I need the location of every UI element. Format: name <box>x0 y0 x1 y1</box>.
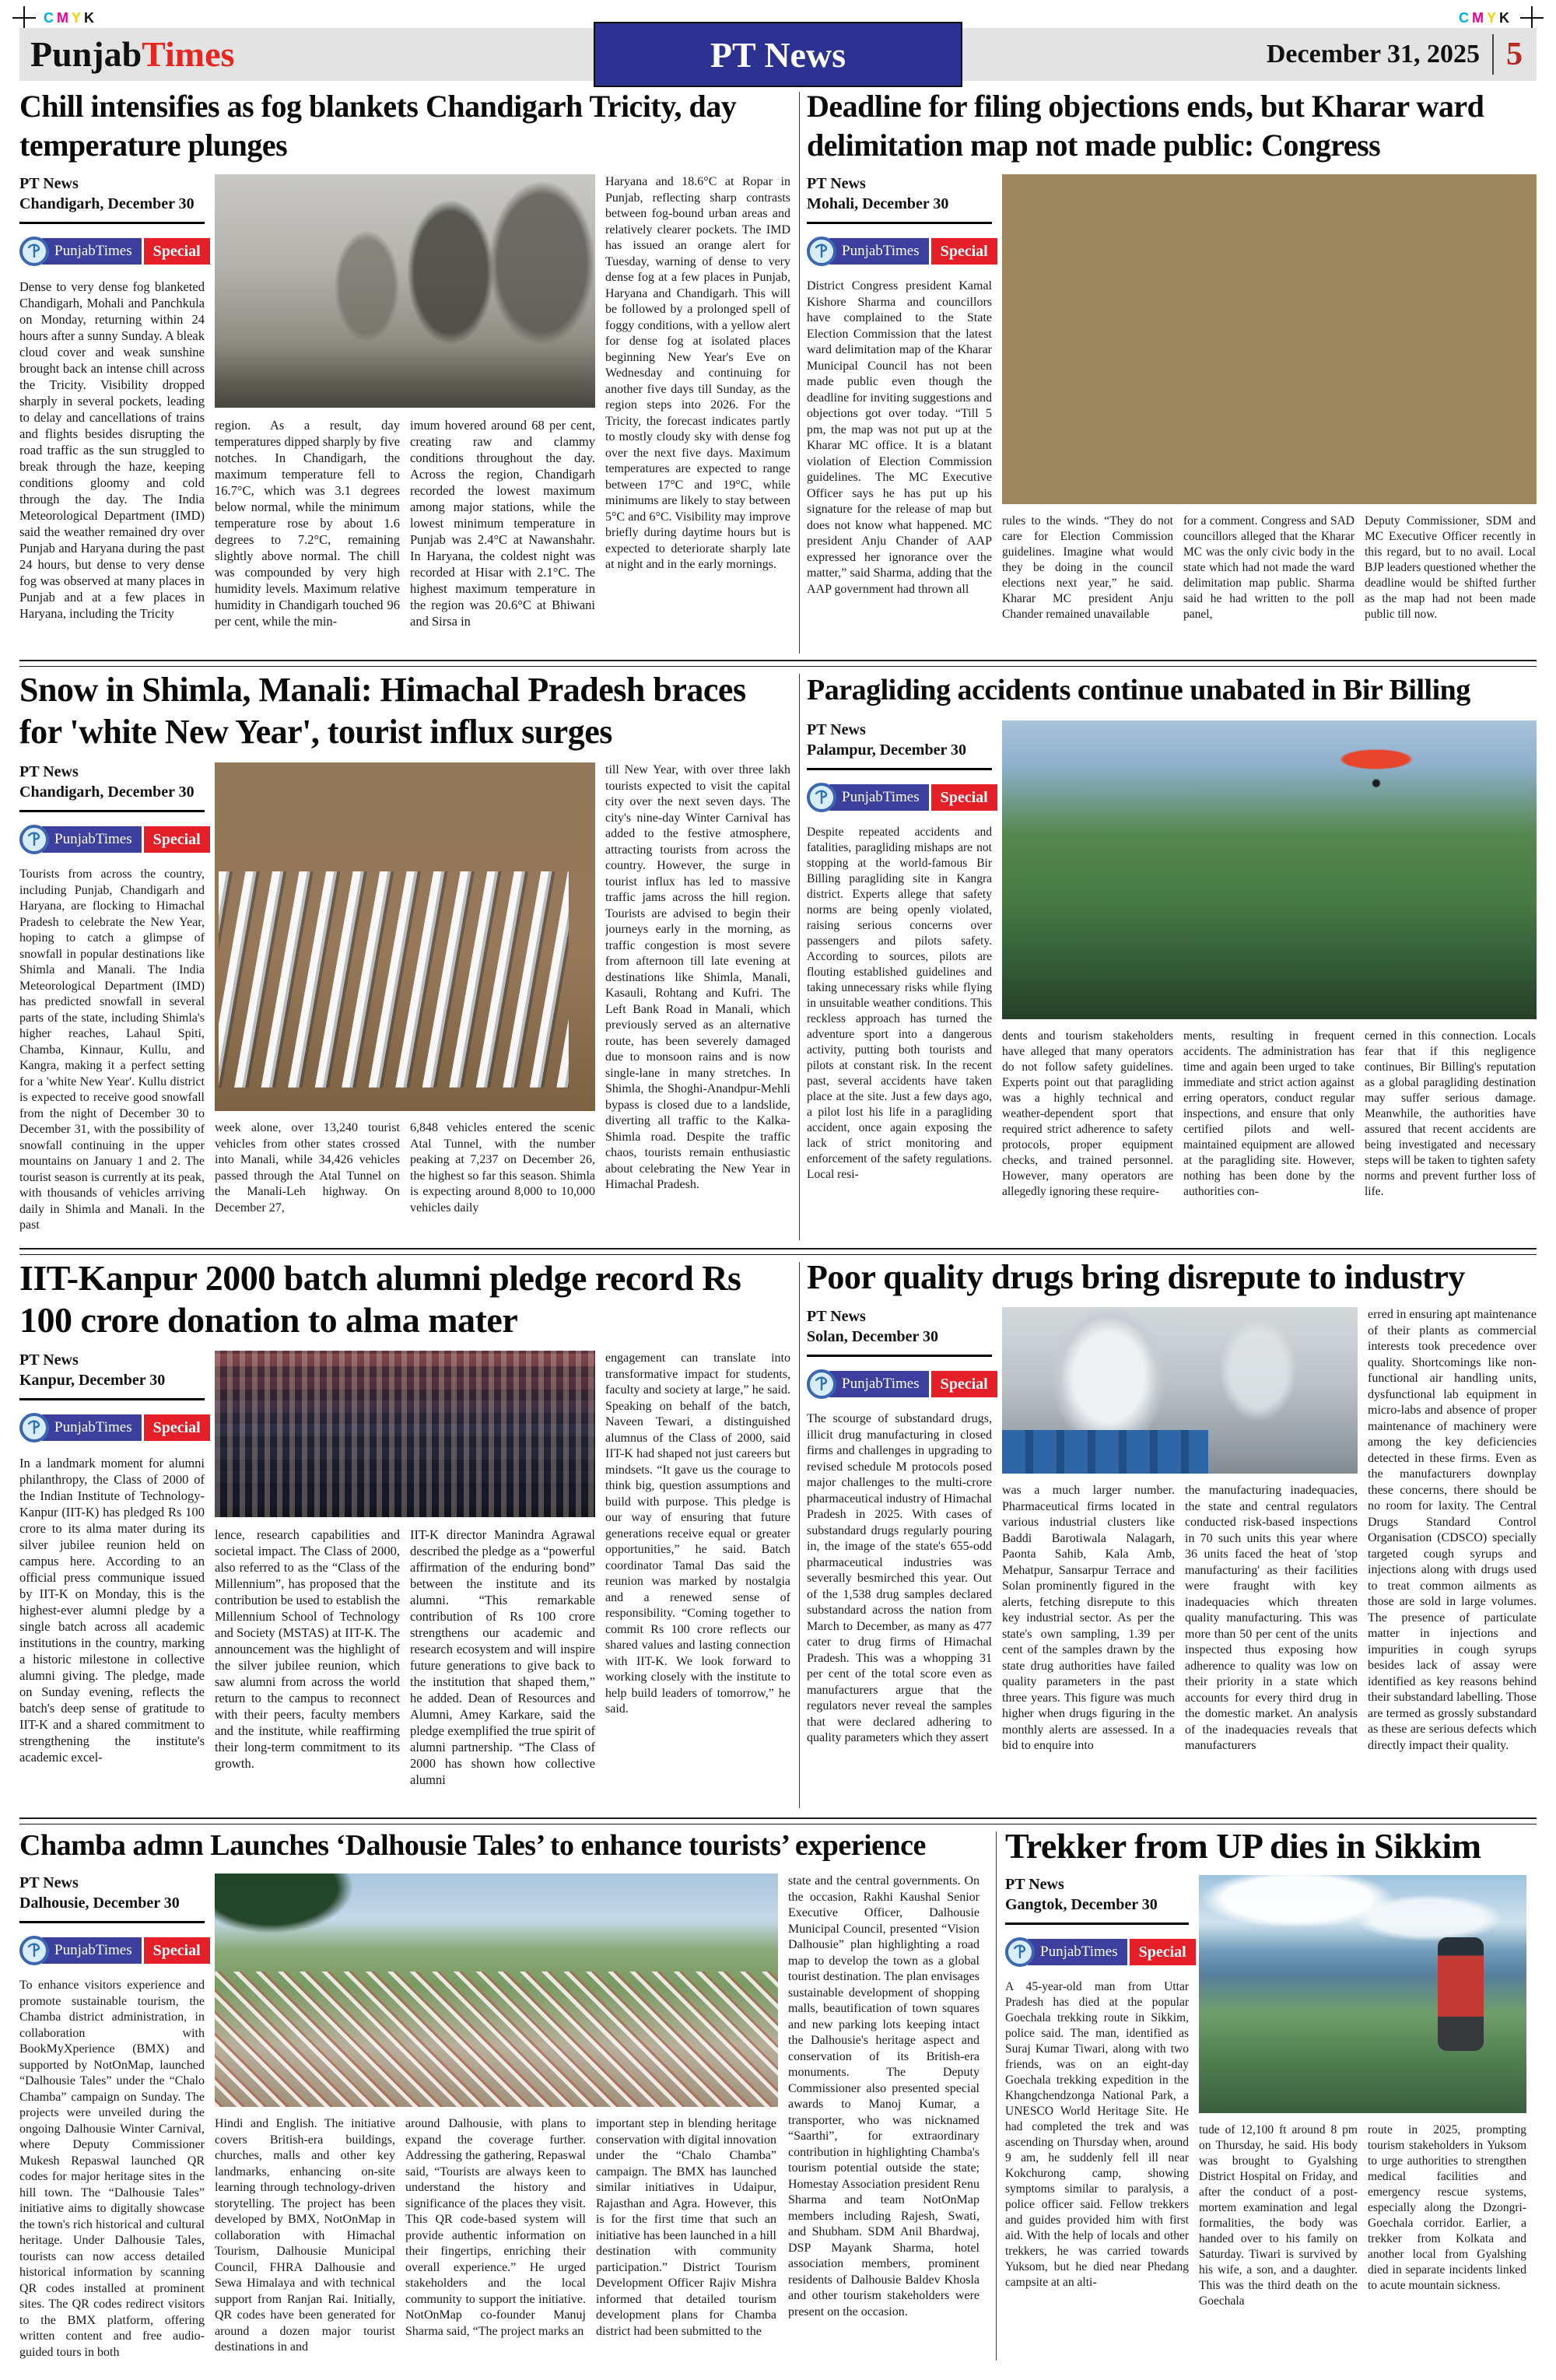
punjabtimes-special-badge <box>19 237 205 266</box>
article-column: To enhance visitors experience and promote sustainable tourism, the Chamba district administration, in collaboration with BookMyXperience (BMX) and supported by NotOnMap, launched “Dalhousie Tales” under the “Chalo Chamba” campaign on Sunday. The projects were unveiled during the ongoing Dalhousie Winter Carnival, where Deputy Commissioner Mukesh Repaswal launched QR codes for major heritage sites in the hill town. The “Dalhousie Tales” initiative aims to digitally showcase the town's rich historical and cultural heritage. Under Dalhousie Tales, tourists can now access detailed historical information by scanning QR codes installed at prominent sites. The QR codes redirect visitors to the BMX platform, offering written content and free audio-guided tours in both <box>19 1979 205 2359</box>
section-title: PT News <box>710 34 846 75</box>
article-column: week alone, over 13,240 tourist vehicles from other states crossed into Manali, while 34,426 vehicles passed through the Atal Tunnel on the Manali-Leh highway. On December 27, <box>215 1121 400 1215</box>
section-separator <box>19 1817 1537 1824</box>
article-column: state and the central governments. On the occasion, Rakhi Kaushal Senior Executive Officer, Dalhousie Municipal Council, presented “Vision Dalhousie” plan highlighting a road map to develop the town as a global tourist destination. The plan envisages sustainable development of shopping malls, beautification of town squares and new parking lots keeping intact the Dalhousie's heritage aspect and conservation of its British-era monuments. The Deputy Commissioner also presented special awards to Manoj Kumar, a transporter, who was nicknamed “Saarthi”, for extraordinary contribution in highlighting Chamba's tourism potential outside the state; Homestay Association president Renu Sharma and team NotOnMap members including Rajesh, Swati, and Shubham. SDM Anil Bhardwaj, DSP Mayank Sharma, hotel association members, prominent residents of Dalhousie Baldev Khosla and other tourism stakeholders were present on the occasion. <box>788 1874 980 2319</box>
article-column: erred in ensuring apt maintenance of their plants as commercial interests took precedence over quality. Shortcomings like non-functional air handling units, dysfunctional lab equipment in micro-labs and absence of proper maintenance of machinery were among the key deficiencies detected in these firms. Even as the manufacturers downplay these concerns, there should be no room for laxity. The Central Drugs Standard Control Organisation (CDSCO) specially targeted cough syrups and injections along with drugs used to treat common ailments as those are sold in large volumes. The presence of particulate matter in injections and impurities in cough syrups besides lack of assay were identified as key reasons behind their substandard labelling. Those are termed as grossly substandard as these are serious defects which directly impact their quality. <box>1368 1308 1537 1752</box>
article-fog-chandigarh <box>19 87 794 657</box>
brand-punjab: Punjab <box>30 34 142 74</box>
punjabtimes-special-badge <box>1005 1937 1189 1967</box>
article-column: lence, research capabilities and societal impact. The Class of 2000, also referred to as the “Class of the Millennium”, has proposed that the contribution be used to establish the Millennium School of Technology and Society (MSTAS) at IIT-K. The announcement was the highlight of the silver jubilee reunion, which saw alumni from across the world return to the campus to reconnect with their peers, faculty members and the institute, while reaffirming their long-term commitment to its growth. <box>215 1527 400 1771</box>
byline-rule <box>19 222 205 224</box>
masthead <box>19 28 1537 81</box>
article-divider <box>799 674 800 1240</box>
article-column: A 45-year-old man from Uttar Pradesh has died at the popular Goechala trekking route in Sikkim, police said. The man, identified as Suraj Kumar Tiwari, along with two friends, was on an eight-day Goechala trekking expedition in the Khangchendzonga National Park, a UNESCO World Heritage Site. He had completed the trek and was ascending on Thursday when, around 9 am, he suddenly fell ill near Kokchurong camp, showing symptoms similar to paralysis, a police officer said. Fellow trekkers and guides provided him with first aid. With the help of locals and other trekkers, he was carried towards Yuksom, but he died near Phedang campsite at an alti- <box>1005 1980 1189 2289</box>
article-headline: Snow in Shimla, Manali: Himachal Pradesh braces for 'white New Year', tourist influx surges <box>19 671 746 751</box>
byline-rule <box>19 810 205 812</box>
article-column: route in 2025, prompting tourism stakeholders in Yuksom to urge authorities to strengthen medical facilities and emergency rescue systems, especially along the Dzongri-Goechala corridor. Earlier, a trekker from Kolkata and another local from Gyalshing died in separate incidents linked to acute mountain sickness. <box>1368 2123 1526 2292</box>
trekker-photo <box>1199 1875 1526 2113</box>
traffic-jam-photo <box>215 762 595 1111</box>
punjabtimes-logo-icon <box>807 237 836 266</box>
byline-agency: PT News <box>19 175 79 192</box>
article-headline: Trekker from UP dies in Sikkim <box>1005 1826 1481 1866</box>
article-divider <box>996 1831 997 2361</box>
article-divider <box>799 92 800 654</box>
punjabtimes-logo-icon <box>19 1936 49 1965</box>
article-column: Hindi and English. The initiative covers British-era buildings, churches, malls and other key landmarks, enhancing on-site learning through technology-driven storytelling. The project has been developed by BMX, NotOnMap in collaboration with Himachal Tourism, Dalhousie Municipal Council, FHRA Dalhousie and Sewa Himalaya and with technical support from Ranjan Rai. Initially, QR codes have been generated for around a dozen major tourist destinations in and <box>215 2117 395 2354</box>
punjabtimes-logo-icon <box>807 783 836 812</box>
paragliding-photo <box>1002 720 1537 1019</box>
pharma-plant-photo <box>1002 1307 1358 1474</box>
article-column: Deputy Commissioner, SDM and MC Executive Officer recently in this regard, but to no avail. Local BJP leaders questioned whether the deadline would be shifted further as the map had not been made public till now. <box>1365 514 1536 621</box>
badge-brand-label: PunjabTimes <box>42 826 142 853</box>
badge-brand-label: PunjabTimes <box>42 1414 142 1441</box>
article-column: engagement can translate into transformative impact for students, faculty and society at large,” he said. Speaking on behalf of the batch, Naveen Tewari, a distinguished alumnus of the Class of 2000, said IIT-K had shaped not just careers but mindsets. “It gave us the courage to think big, question assumptions and build with purpose. This pledge is our way of ensuring that future generations receive equal or greater opportunities,” he said. Batch coordinator Tamal Das said the reunion was marked by nostalgia and a renewed sense of responsibility. “Coming together to commit Rs 100 crore reflects our shared values and lasting connection with IIT-K. We look forward to working closely with the institute to help build leaders of tomorrow,” he said. <box>605 1351 790 1716</box>
article-divider <box>799 1262 800 1808</box>
article-headline: Poor quality drugs bring disrepute to industry <box>807 1258 1465 1296</box>
article-headline: IIT-Kanpur 2000 batch alumni pledge record Rs 100 crore donation to alma mater <box>19 1258 741 1340</box>
article-headline: Chamba admn Launches ‘Dalhousie Tales’ to enhance tourists’ experience <box>19 1829 926 1862</box>
badge-special-label: Special <box>931 1371 997 1397</box>
punjabtimes-logo-icon <box>19 825 49 854</box>
article-trekker-sikkim <box>1005 1827 1537 2365</box>
badge-special-label: Special <box>144 238 210 265</box>
byline-rule <box>19 1398 205 1400</box>
byline-agency: PT News <box>807 1308 866 1325</box>
article-column: around Dalhousie, with plans to expand the coverage further. Addressing the gathering, Repaswal said, “Tourists are always keen to understand the history and significance of the places they visit. This QR code-based system will provide authentic information on their fingertips, enriching their overall experience.” He urged stakeholders and the local community to support the initiative. NotOnMap co-founder Manuj Sharma said, “The project marks an <box>405 2117 586 2338</box>
punjabtimes-logo-icon <box>1005 1937 1035 1967</box>
section-title-box <box>595 23 961 86</box>
article-poor-quality-drugs <box>807 1257 1537 1813</box>
article-headline: Paragliding accidents continue unabated in Bir Billing <box>807 674 1470 706</box>
byline-agency: PT News <box>19 1351 79 1369</box>
article-column: 6,848 vehicles entered the scenic Atal Tunnel, with the number peaking at 7,237 on December 26, the highest so far this season. Shimla is expecting around 8,000 to 10,000 vehicles daily <box>410 1121 595 1215</box>
badge-brand-label: PunjabTimes <box>829 238 929 265</box>
punjabtimes-logo-icon <box>807 1369 836 1399</box>
byline-rule <box>19 1921 205 1923</box>
byline-dateline: Chandigarh, December 30 <box>19 783 194 801</box>
punjabtimes-special-badge <box>807 1369 992 1399</box>
article-column: imum hovered around 68 per cent, creating raw and clammy conditions throughout the day. Across the region, Chandigarh recorded the lowest maximum among major stations, while the lowest minimum temperature in Punjab was 2.4°C at Nawanshahr. In Haryana, the coldest night was recorded at Hisar with 2.1°C. The highest maximum temperature in the region was 20.6°C at Bhiwani and Sirsa in <box>410 418 595 629</box>
cmyk-registration-left: CMYK <box>12 6 97 30</box>
byline-dateline: Dalhousie, December 30 <box>19 1895 180 1912</box>
fog-landscape-photo <box>215 174 595 408</box>
section-separator <box>19 660 1537 667</box>
crosshair-icon <box>12 6 36 30</box>
article-snow-shimla <box>19 669 794 1245</box>
article-bir-billing <box>807 669 1537 1245</box>
byline-dateline: Mohali, December 30 <box>807 195 949 212</box>
article-column: Dense to very dense fog blanketed Chandigarh, Mohali and Panchkula on Monday, returning within 24 hours after a sunny Sunday. A bleak cloud cover and weak sunshine brought back an intense chill across the Tricity. Visibility dropped sharply in several pockets, leading to delay and cancellations of trains and flights besides disrupting the road traffic as the sun struggled to break through the haze, keeping conditions gloomy and cold through the day. The India Meteorological Department (IMD) said the weather remained dry over Punjab and Haryana during the past 24 hours, but dense to very dense fog was observed at many places in Punjab and at a few places in Haryana, including the Tricity <box>19 279 205 621</box>
article-column: the manufacturing inadequacies, the state and central regulators conducted risk-based inspections in 70 such units this year where 36 units faced the heat of 'stop manufacturing' as their facilities were fraught with key inadequacies which threaten quality manufacturing. This was more than 50 per cent of the units inspected thus exposing how adherence to quality was low on their priority in a state which accounts for every third drug in the domestic market. An analysis of the inadequacies reveals that manufacturers <box>1185 1484 1358 1752</box>
section-separator <box>19 1248 1537 1255</box>
date-divider <box>1492 34 1494 75</box>
badge-brand-label: PunjabTimes <box>829 1371 929 1397</box>
punjabtimes-special-badge <box>19 825 205 854</box>
article-column: rules to the winds. “They do not care for Election Commission guidelines. Imagine what would they be doing in the council elections next year,” he said. Kharar MC president Anju Chander remained unavailable <box>1002 514 1173 621</box>
article-column: In a landmark moment for alumni philanthropy, the Class of 2000 of the Indian Institute of Technology-Kanpur (IIT-K) has pledged Rs 100 crore to its alma mater during its silver jubilee reunion held on campus here. According to an official press communique issued by IIT-K on Monday, this is the highest-ever alumni pledge by a single batch across all academic institutions in the country, marking a historic milestone in collective alumni giving. The pledge, made on Sunday evening, reflects the batch's deep sense of gratitude to IIT-K and a shared commitment to strengthening the institute's academic excel- <box>19 1456 205 1765</box>
article-column: important step in blending heritage conservation with digital innovation under the “Chalo Chamba” campaign. The BMX has launched similar initiatives in Udaipur, Rajasthan and Agra. However, this is for the first time that such an initiative has been launched in a hill destination with community participation.” District Tourism Development Officer Rajiv Mishra informed that detailed tourism development plans for Chamba district had been submitted to the <box>596 2117 776 2338</box>
article-headline: Chill intensifies as fog blankets Chandigarh Tricity, day temperature plunges <box>19 89 737 163</box>
byline-agency: PT News <box>19 763 79 780</box>
badge-special-label: Special <box>144 1414 210 1441</box>
badge-brand-label: PunjabTimes <box>829 784 929 811</box>
article-kharar-delimitation <box>807 87 1537 657</box>
badge-brand-label: PunjabTimes <box>42 1937 142 1964</box>
byline-agency: PT News <box>19 1874 79 1891</box>
byline-dateline: Kanpur, December 30 <box>19 1372 166 1389</box>
byline-rule <box>1005 1923 1189 1925</box>
article-column: Haryana and 18.6°C at Ropar in Punjab, reflecting sharp contrasts between fog-bound urban areas and relatively clearer pockets. The IMD has issued an orange alert for Tuesday, warning of dense to very dense fog at a few places in Punjab, Haryana and Chandigarh. This will be followed by a prolonged spell of foggy conditions, with a yellow alert for dense fog at isolated places beginning New Year's Eve on Wednesday and continuing for another five days till Sunday, as the region steps into 2026. For the Tricity, the forecast indicates partly to mostly cloudy sky with dense fog over the next five days. Maximum temperatures are expected to range between 17°C and 19°C, while minimums are likely to stay between 5°C and 6°C. Visibility may improve briefly during daytime hours but is expected to deteriorate sharply late at night and in the early mornings. <box>605 175 790 571</box>
punjabtimes-logo-icon <box>19 1413 49 1442</box>
article-column: region. As a result, day temperatures dipped sharply by five notches. In Chandigarh, the maximum temperature fell to 16.7°C, which was 3.1 degrees below normal, while the minimum temperature rose by about 1.6 degrees to 7.2°C, remaining slightly above normal. The chill was compounded by very high humidity levels. Maximum relative humidity in Chandigarh touched 96 per cent, while the min- <box>215 418 400 629</box>
byline-dateline: Gangtok, December 30 <box>1005 1896 1158 1913</box>
badge-special-label: Special <box>144 1937 210 1964</box>
punjabtimes-special-badge <box>19 1413 205 1442</box>
brand-times: Times <box>142 34 235 74</box>
article-iit-kanpur <box>19 1257 794 1813</box>
article-column: ments, resulting in frequent accidents. The administration has time and again been urged to take immediate and strict action against erring operators, conduct regular inspections, and ensure that only certified pilots and well-maintained equipment are allowed at the paragliding site. However, nothing has been done by the authorities con- <box>1183 1029 1354 1198</box>
badge-special-label: Special <box>931 238 997 265</box>
date-block <box>1267 28 1530 81</box>
article-column: The scourge of substandard drugs, illicit drug manufacturing in closed firms and challenges in upgrading to revised schedule M protocols posed major challenges to the multi-crore pharmaceutical industry of Himachal Pradesh in 2025. With cases of substandard drugs regularly pouring in, the image of the state's 655-odd pharmaceutical industries was severally besmirched this year. Out of the 1,538 drug samples declared substandard across the nation from March to December, as many as 477 cater to drug firms of Himachal Pradesh. This was a whopping 31 per cent of the total score even as manufacturers argue that the regulators never reveal the samples that were declared adhering to quality parameters which they assert <box>807 1412 992 1744</box>
article-column: tude of 12,100 ft around 8 pm on Thursday, he said. His body was brought to Gyalshing District Hospital on Friday, and after the conduct of a post-mortem examination and legal formalities, the body was handed over to his family on Saturday. Tiwari is survived by his wife, a son, and a daughter. This was the third death on the Goechala <box>1199 2123 1358 2308</box>
article-headline: Deadline for filing objections ends, but Kharar ward delimitation map not made public: Congress <box>807 89 1484 163</box>
byline-rule <box>807 1355 992 1357</box>
byline-agency: PT News <box>1005 1876 1064 1893</box>
article-column: cerned in this connection. Locals fear that if this negligence continues, Bir Billing's reputation as a global paragliding destination may suffer serious damage. Meanwhile, the authorities have assured that recent accidents are being investigated and necessary steps will be taken to tighten safety norms and prevent further loss of life. <box>1365 1029 1536 1198</box>
byline-dateline: Chandigarh, December 30 <box>19 195 194 212</box>
article-column: Despite repeated accidents and fatalities, paragliding mishaps are not stopping at the world-famous Bir Billing paragliding site in Kangra district. Experts allege that safety norms are being openly violated, raising serious concerns over passengers and pilots safety. According to sources, pilots are flouting established guidelines and taking unnecessary risks while flying in unsuitable weather conditions. This reckless approach has turned the adventure sport into a dangerous activity, putting both tourists and pilots at constant risk. In the recent past, several accidents have taken place at the site. Just a few days ago, a pilot lost his life in a paragliding accident, once again exposing the lack of strict monitoring and enforcement of the safety regulations. Local resi- <box>807 825 992 1181</box>
badge-special-label: Special <box>144 826 210 853</box>
crosshair-icon <box>1520 6 1544 30</box>
newspaper-brand <box>30 33 234 76</box>
punjabtimes-special-badge <box>19 1936 205 1965</box>
article-dalhousie-tales <box>19 1827 990 2365</box>
kharar-street-photo <box>1002 174 1537 504</box>
byline-rule <box>807 768 992 770</box>
byline-dateline: Palampur, December 30 <box>807 741 966 759</box>
article-column: till New Year, with over three lakh tourists expected to visit the capital city over the next seven days. The city's nine-day Winter Carnival has added to the festive atmosphere, attracting tourists from across the country. However, the surge in tourist influx has led to massive traffic jams across the hill region. Tourists are advised to begin their journeys early in the morning, as traffic congestion is most severe from afternoon till late evening at destinations like Shimla, Manali, Kasauli, Rohtang and Kufri. The Left Bank Road in Manali, which previously served as an alternative route, has been severely damaged due to monsoon rains and is now single-lane in many stretches. In Shimla, the Shoghi-Anandpur-Mehli bypass is closed due to a landslide, diverting all traffic to the Kalka-Shimla road. Despite the traffic chaos, tourists remain enthusiastic about celebrating the New Year in Himachal Pradesh. <box>605 763 790 1191</box>
article-column: for a comment. Congress and SAD councillors alleged that the Kharar MC was the only civic body in the state which had not made the ward delimitation map public. Sharma said he had written to the poll panel, <box>1183 514 1354 621</box>
badge-special-label: Special <box>1130 1939 1196 1965</box>
cmyk-registration-right: CMYK <box>1459 6 1544 30</box>
punjabtimes-special-badge <box>807 237 992 266</box>
badge-brand-label: PunjabTimes <box>1028 1939 1127 1965</box>
byline-agency: PT News <box>807 175 866 192</box>
badge-brand-label: PunjabTimes <box>42 238 142 265</box>
page-number: 5 <box>1506 37 1523 72</box>
article-column: District Congress president Kamal Kishore Sharma and councillors have complained to the State Election Commission that the latest ward delimitation map of the Kharar Municipal Council has not been made public even though the deadline for inviting suggestions and objections got over today. “Till 5 pm, the map was not put up at the Kharar MC office. It is a blatant violation of Election Commission guidelines. The MC Executive Officer says he has put up his signature for the release of map but does not know what happened. MC president Anju Chander of AAP expressed her ignorance over the matter,” said Sharma, adding that the AAP government had thrown all <box>807 279 992 596</box>
issue-date: December 31, 2025 <box>1266 40 1480 68</box>
badge-special-label: Special <box>931 784 997 811</box>
article-column: IIT-K director Manindra Agrawal described the pledge as a “powerful affirmation of the enduring bond” between the institute and its alumni. “This remarkable contribution of Rs 100 crore strengthens our academic and research ecosystem and will inspire future generations to give back to the institution that shaped them,” he added. Dean of Resources and Alumni, Amey Karkare, said the pledge exemplified the true spirit of alumni partnership. “The Class of 2000 has shown how collective alumni <box>410 1527 595 1787</box>
alumni-group-photo <box>215 1351 595 1517</box>
dalhousie-town-photo <box>215 1874 778 2107</box>
byline-dateline: Solan, December 30 <box>807 1328 939 1345</box>
article-column: was a much larger number. Pharmaceutical firms located in various industrial clusters like Baddi Barotiwala Nalagarh, Paonta Sahib, Kala Amb, Mehatpur, Sansarpur Terrace and Solan prominently figured in the alerts, fetching disrepute to this key industrial sector. As per the state's own sampling, 1.39 per cent of the samples drawn by the state drug authorities have failed quality parameters in the past three years. This figure was much higher when drugs figuring in the monthly alerts are assessed. In a bid to enquire into <box>1002 1484 1175 1752</box>
article-column: Tourists from across the country, including Punjab, Chandigarh and Haryana, are flocking to Himachal Pradesh to celebrate the New Year, hoping to catch a glimpse of snowfall in popular destinations like Shimla and Manali. The India Meteorological Department (IMD) has predicted snowfall in several parts of the state, including Shimla's higher reaches, Lahaul Spiti, Chamba, Kinnaur, Kullu, and Kangra, making it a perfect setting for a 'white New Year'. Kullu district is expected to receive good snowfall from the night of December 30 to December 31, with the possibility of snowfall continuing in the upper mountains on January 1 and 2. The tourist season is currently at its peak, with thousands of vehicles arriving daily in Shimla and Manali. In the past <box>19 868 205 1232</box>
article-column: dents and tourism stakeholders have alleged that many operators do not follow safety guidelines. Experts point out that paragliding was a highly technical and weather-dependent sport that required strict adherence to safety protocols, proper equipment checks, and trained personnel. However, many operators are allegedly ignoring these require- <box>1002 1029 1173 1198</box>
byline-rule <box>807 222 992 224</box>
punjabtimes-logo-icon <box>19 237 49 266</box>
byline-agency: PT News <box>807 721 866 738</box>
punjabtimes-special-badge <box>807 783 992 812</box>
